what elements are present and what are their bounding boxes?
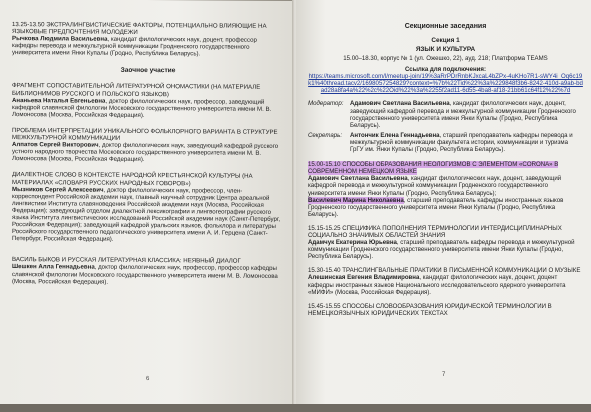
talk-title: СПОСОБЫ СЛОВООБРАЗОВАНИЯ ЮРИДИЧЕСКОЙ ТЕРМИНОЛОГИИ В НЕМЕЦКОЯЗЫЧНЫХ ЮРИДИЧЕСКИХ ТЕКСТАХ	[308, 302, 552, 317]
talk-entry	[308, 161, 583, 218]
talk-title: ДИАЛЕКТНОЕ СЛОВО В КОНТЕКСТЕ НАРОДНОЙ КРЕСТЬЯНСКОЙ КУЛЬТУРЫ (НА МАТЕРИАЛАХ «СЛОВАРЯ РУССКИХ НАРОДНЫХ ГОВОРОВ»)	[12, 171, 253, 187]
author-name: Адамович Светлана Васильевна	[308, 175, 408, 183]
author-affiliation: , кандидат филологических наук, доцент, доцент кафедры иностранных языков Национального исследовательского ядерного университета «МИФИ» (Москва, Российская Федерация).	[308, 274, 566, 296]
book-bottom-edge	[0, 404, 591, 412]
right-page	[296, 0, 591, 406]
author-affiliation: , кандидат филологических наук, доцент, профессор кафедры перевода и межкультурной коммуникации Гродненского государственного университета имени Янки Купалы (Гродно, Республика Беларусь).	[12, 35, 257, 58]
author-name: Рычкова Людмила Васильевна	[12, 35, 108, 43]
section-name: ЯЗЫК И КУЛЬТУРА	[415, 46, 476, 53]
talk-title: 13.25-13.50 ЭКСТРАЛИНГВИСТИЧЕСКИЕ ФАКТОРЫ, ПОТЕНЦИАЛЬНО ВЛИЯЮЩИЕ НА ЯЗЫКОВЫЕ ПРЕДПОЧТЕНИЯ МОЛОДЕЖИ	[12, 21, 267, 37]
talk-title: ПРОБЛЕМА ИНТЕРПРЕТАЦИИ УНИКАЛЬНОГО ФОЛЬКЛОРНОГО ВАРИАНТА В СТРУКТУРЕ МЕЖКУЛЬТУРНОЙ КОММУНИКАЦИИ	[12, 126, 278, 142]
author-affiliation: , доктор филологических наук, профессор, член-корреспондент Российской академии наук, главный научный сотрудник Центра ареальной лингвистики Института славяноведения Российской академии наук (Москва, Российская Федерация); заведующий отделом диалектной лексикографии и лингвогеографии русского языка Института лингвистических исследований Российской академии наук (Санкт-Петербург, Российская Федерация); заведующий кафедрой уральских языков, фольклора и литературы Российского государственного педагогического университета имени А. И. Герцена (Санкт-Петербург, Российская Федерация).	[12, 186, 281, 244]
talk-entry	[308, 225, 583, 260]
talk-time: 15.30-15.40	[308, 267, 341, 275]
secretary-affiliation: , старший преподаватель кафедры перевода и межкультурной коммуникации факультета истории, коммуникации и туризма ГрГУ им. Янки Купалы (Гродно, Республика Беларусь).	[350, 131, 573, 154]
talk-entry	[12, 21, 284, 58]
author-name: Шешкен Алла Геннадьевна	[12, 263, 95, 272]
talk-title: СПОСОБЫ ОБРАЗОВАНИЯ НЕОЛОГИЗМОВ С ЭЛЕМЕНТОМ «CORONA» В СОВРЕМЕННОМ НЕМЕЦКОМ ЯЗЫКЕ	[308, 161, 559, 176]
left-page	[0, 0, 294, 407]
page-heading: Секционные заседания	[404, 23, 487, 30]
secretary-name: Антончик Елена Геннадьевна	[350, 131, 440, 139]
link-label: Ссылка для подключения:	[404, 66, 486, 74]
author-name: Алешинская Евгения Владимировна	[308, 274, 420, 282]
talk-time: 15.15-15.25	[308, 224, 341, 232]
section-title: Секция 1	[431, 37, 460, 44]
talk-title: ФРАГМЕНТ СОПОСТАВИТЕЛЬНОЙ ЛИТЕРАТУРНОЙ ОНОМАСТИКИ (НА МАТЕРИАЛЕ БИБЛИОНИМОВ РУССКОГО И ПОЛЬСКОГО ЯЗЫКОВ)	[12, 82, 261, 98]
author-affiliation: , доктор филологических наук, профессор, заведующий кафедрой славянской филологии Московского государственного университета имени М. В. Ломоносова (Москва, Российская Федерация).	[12, 97, 272, 119]
author-affiliation: , старший преподаватель кафедры иностранных языков Гродненского государственного университета имени Янки Купалы (Гродно, Республика Беларусь).	[308, 196, 564, 218]
session-info: 15.00–18.30, корпус № 1 (ул. Ожешко, 22), ауд. 218; Платформа TEAMS	[343, 55, 548, 62]
section-heading: Заочное участие	[120, 67, 176, 75]
author-name: Алпатов Сергей Викторович	[12, 141, 99, 149]
teams-link[interactable]: https://teams.microsoft.com/l/meetup-join/19%3aRrPDrRnbKJxcaL4bZPx-4uKHo7R1-sWY4i_Oq6c19k1%40thread.tacv2/1698057254829?context=%7b%22Tid%22%3a%229848f3b6-8242-410d-a9ab-bdad28a8fa4a%22%2c%22Oid%22%3a%2255f2ad11-6d55-4ba8-af18-21bb61c64f12%22%7d	[308, 73, 583, 95]
talk-entry	[12, 83, 284, 120]
author-name: Адамчук Екатерина Юрьевна	[308, 239, 397, 247]
author-affiliation: , доктор филологических наук, заведующий кафедрой русского устного народного творчества Московского государственного университета имени М. В. Ломоносова (Москва, Российская Федерация).	[12, 141, 279, 164]
talk-entry	[12, 171, 284, 244]
page-number: 7	[442, 372, 446, 378]
talk-entry	[12, 127, 284, 164]
moderator-affiliation: , кандидат филологических наук, доцент, заведующий кафедрой перевода и межкультурной коммуникации Гродненского государственного университета имени Янки Купалы (Гродно, Республика Беларусь).	[350, 100, 576, 129]
secretary-row	[308, 132, 583, 153]
author-affiliation: , кандидат филологических наук, доцент, заведующий кафедрой перевода и межкультурной коммуникации Гродненского государственного университета имени Янки Купалы (Гродно, Республика Беларусь);	[308, 175, 562, 197]
author-name: Ананьева Наталья Евгеньевна	[12, 96, 106, 105]
author-name: Василевич Марина Николаевна	[308, 196, 404, 204]
talk-time: 15.45-15.55	[308, 302, 341, 310]
talk-title: ТРАНСЛИНГВАЛЬНЫЕ ПРАКТИКИ В ПИСЬМЕННОЙ КОММУНИКАЦИИ О МУЗЫКЕ	[342, 267, 581, 275]
page-number: 6	[146, 375, 150, 383]
secretary-label: Секретарь:	[308, 131, 343, 139]
moderator-name: Адамович Светлана Васильевна	[350, 100, 450, 108]
talk-entry	[12, 256, 284, 286]
talk-entry	[308, 303, 583, 317]
talk-time: 15.00-15.10	[308, 161, 341, 169]
talk-title: СПЕЦИФИКА ПОПОЛНЕНИЯ ТЕРМИНОЛОГИИ ИНТЕРДИСЦИПЛИНАРНЫХ СОЦИАЛЬНО ЗНАЧИМЫХ ОБЛАСТЕЙ ЗНАНИЯ	[308, 224, 562, 239]
author-name: Мызников Сергей Алексеевич	[12, 185, 104, 194]
talk-entry	[308, 267, 583, 295]
talk-title: ВАСИЛЬ БЫКОВ И РУССКАЯ ЛИТЕРАТУРНАЯ КЛАССИКА: НЕЯВНЫЙ ДИАЛОГ	[12, 256, 241, 265]
author-affiliation: , доктор филологических наук, профессор, профессор кафедры славянской филологии Московского государственного университета имени М. В. Ломоносова (Москва, Российская Федерация).	[12, 264, 278, 286]
moderator-label: Модератор:	[308, 100, 344, 108]
author-affiliation: , старший преподаватель кафедры перевода и межкультурной коммуникации Гродненского государственного университета имени Янки Купалы (Гродно, Республика Беларусь).	[308, 239, 575, 261]
moderator-row	[308, 100, 583, 128]
